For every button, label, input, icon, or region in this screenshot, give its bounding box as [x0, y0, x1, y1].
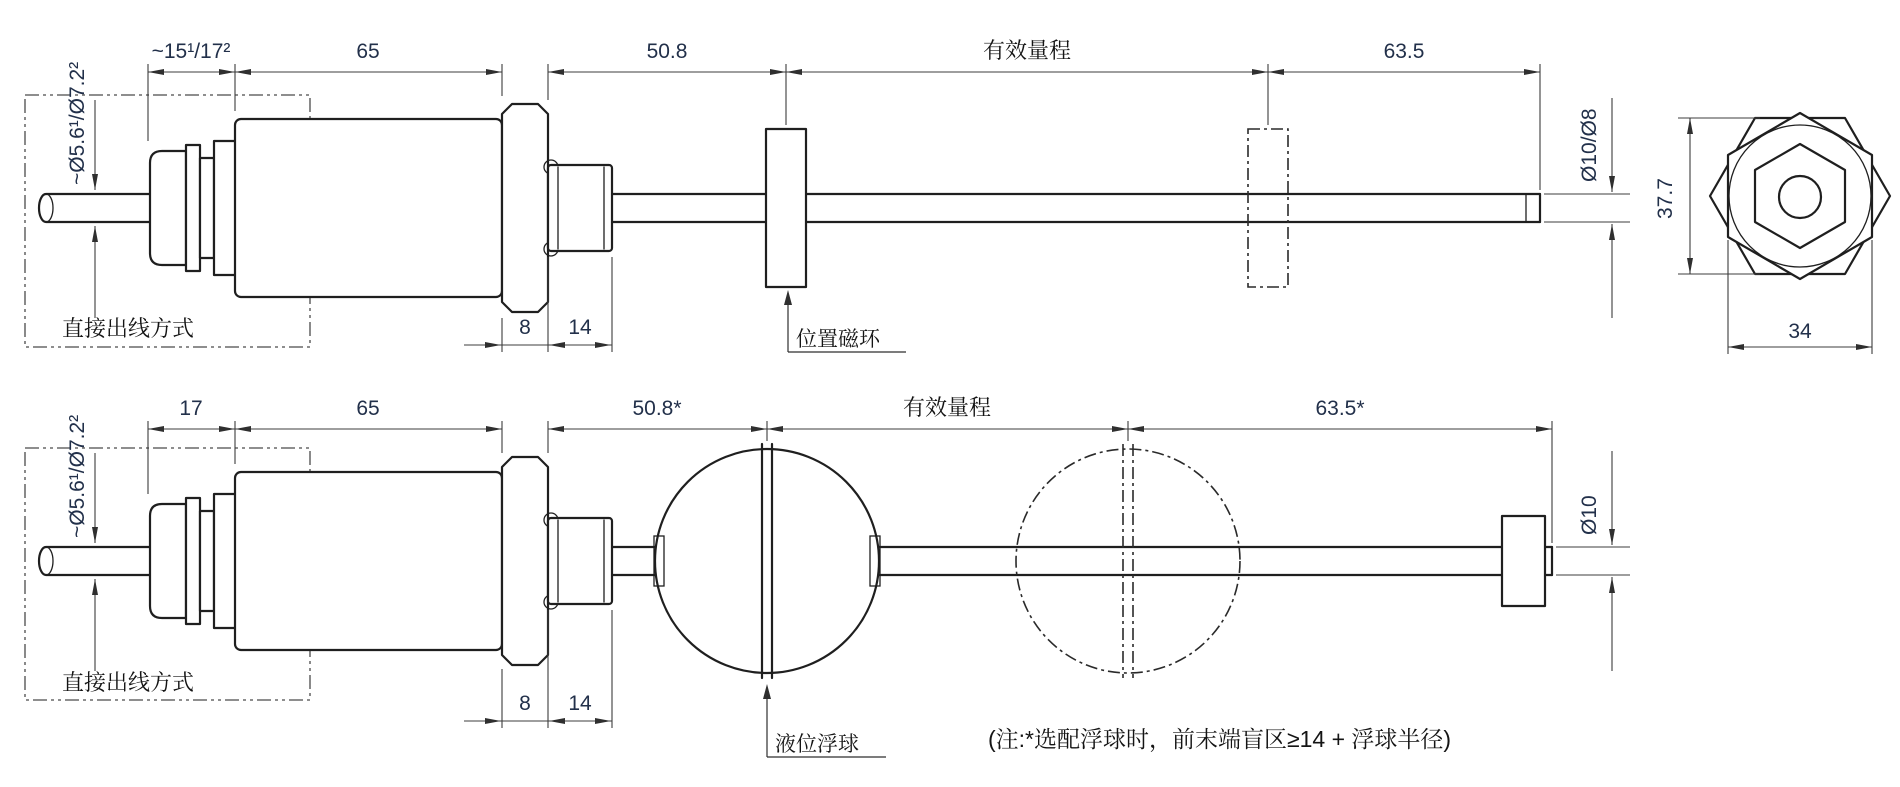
dim-cable-gland-bottom: 17	[179, 397, 203, 420]
float-ball-phantom	[1016, 444, 1240, 678]
dim-thread-length: 14	[568, 316, 592, 339]
sensor-rod	[612, 194, 1540, 222]
dim-flange-thickness: 8	[519, 316, 531, 339]
cable-exit-label: 直接出线方式	[62, 316, 195, 341]
dim-rod-dia-bottom: Ø10	[1578, 495, 1601, 535]
cable	[39, 194, 150, 222]
float-ball	[654, 444, 880, 678]
float-ball-label: 液位浮球	[775, 733, 859, 756]
float-ball-callout	[763, 684, 886, 757]
cable-gland	[150, 141, 237, 275]
cable-gland-bottom	[150, 494, 237, 628]
dim-effective-range-bottom: 有效量程	[902, 395, 992, 420]
end-view	[1654, 113, 1890, 354]
dim-flange-thickness-bottom: 8	[519, 692, 531, 715]
bottom-view	[25, 395, 1630, 757]
dim-body-bottom: 65	[356, 397, 380, 420]
top-rod-dia-dim	[1544, 98, 1630, 318]
rod-end-stopper	[1502, 516, 1545, 606]
magnet-ring-label: 位置磁环	[796, 328, 880, 351]
dim-rear-blind-zone-bottom: 63.5*	[1315, 397, 1365, 420]
top-cable-dia-dim	[66, 62, 95, 318]
dim-cable-gland: ~15¹/17²	[151, 40, 231, 63]
dim-front-blind-zone-bottom: 50.8*	[632, 397, 682, 420]
cable-exit-label-bottom: 直接出线方式	[62, 670, 195, 695]
magnet-ring-phantom	[1248, 129, 1288, 287]
dim-cable-dia: ~Ø5.6¹/Ø7.2²	[66, 61, 89, 185]
bottom-cable-dia-dim	[66, 415, 95, 671]
dim-across-corners: 37.7	[1654, 178, 1677, 219]
dim-across-flats: 34	[1788, 320, 1812, 343]
dim-rod-dia: Ø10/Ø8	[1578, 108, 1601, 182]
sensor-body-bottom	[235, 472, 502, 650]
thread-fitting	[548, 165, 612, 251]
sensor-body	[235, 119, 502, 297]
float-ball-note: (注:*选配浮球时，前末端盲区≥14 + 浮球半径)	[988, 726, 1452, 752]
top-view	[25, 38, 1630, 352]
thread-fitting-bottom	[548, 518, 612, 604]
rod-hole	[1779, 176, 1821, 218]
hex-outline	[1710, 113, 1890, 279]
bottom-rod-dia-dim	[1556, 451, 1630, 671]
dim-effective-range: 有效量程	[982, 38, 1072, 63]
magnet-ring	[766, 129, 806, 287]
dim-cable-dia-bottom: ~Ø5.6¹/Ø7.2²	[66, 414, 89, 538]
dim-rear-blind-zone: 63.5	[1383, 40, 1425, 63]
dim-thread-length-bottom: 14	[568, 692, 592, 715]
dim-front-blind-zone: 50.8	[646, 40, 688, 63]
cable-bottom	[39, 547, 150, 575]
dim-body: 65	[356, 40, 380, 63]
magnet-ring-callout	[784, 290, 906, 352]
